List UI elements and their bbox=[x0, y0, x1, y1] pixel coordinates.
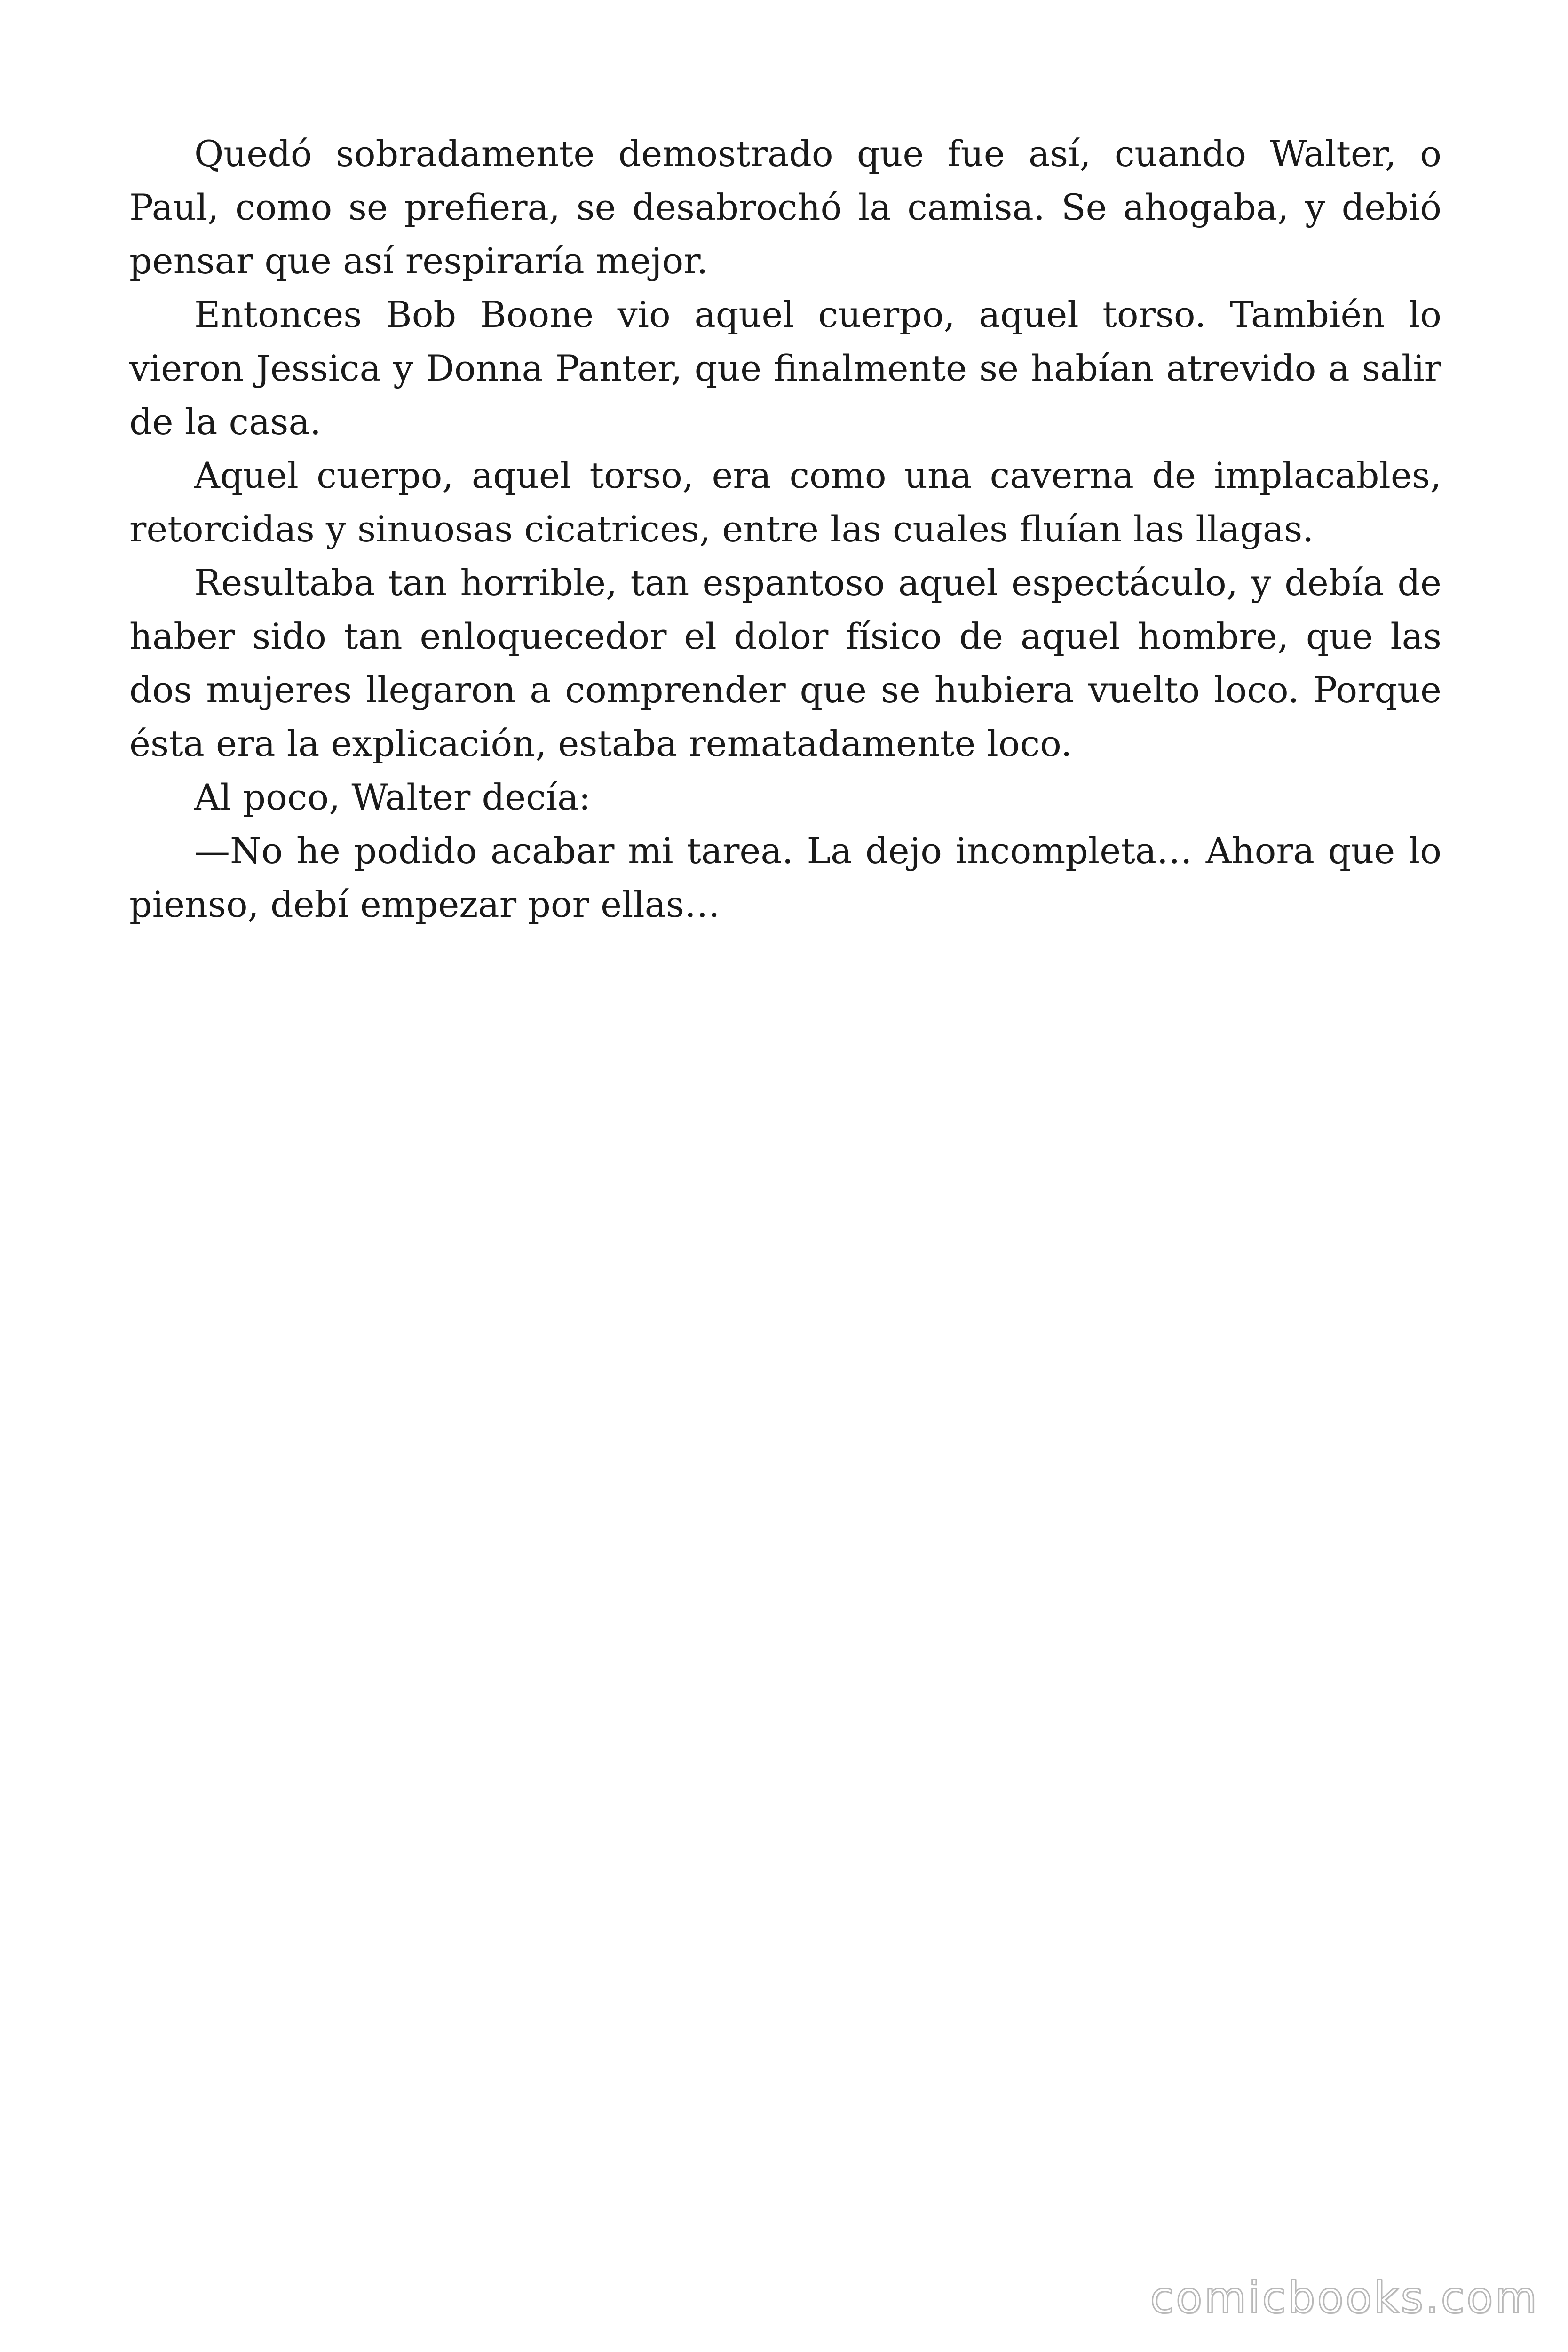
paragraph: —No he podido acabar mi tarea. La dejo incompleta… Ahora que lo pienso, debí empezar por ellas… bbox=[129, 830, 1441, 925]
paragraph: Resultaba tan horrible, tan espantoso aquel espectáculo, y debía de haber sido tan enloquecedor el dolor físico de aquel hombre, que las dos mujeres llegaron a comprender que se hubiera vuelto loco. Porque ésta era la explicación, estaba rematadamente loco. bbox=[129, 562, 1441, 764]
paragraph: Quedó sobradamente demostrado que fue así, cuando Walter, o Paul, como se prefiera, se desabrochó la camisa. Se ahogaba, y debió pensar que así respiraría mejor. bbox=[129, 133, 1441, 282]
paragraph: Al poco, Walter decía: bbox=[194, 776, 591, 818]
paragraph: Aquel cuerpo, aquel torso, era como una caverna de implacables, retorcidas y sinuosas cicatrices, entre las cuales fluían las llagas. bbox=[129, 454, 1441, 550]
paragraph: Entonces Bob Boone vio aquel cuerpo, aquel torso. También lo vieron Jessica y Donna Panter, que finalmente se habían atrevido a salir de la casa. bbox=[129, 294, 1441, 443]
watermark: comicbooks.com bbox=[1150, 2273, 1539, 2323]
body-text bbox=[129, 127, 1441, 931]
